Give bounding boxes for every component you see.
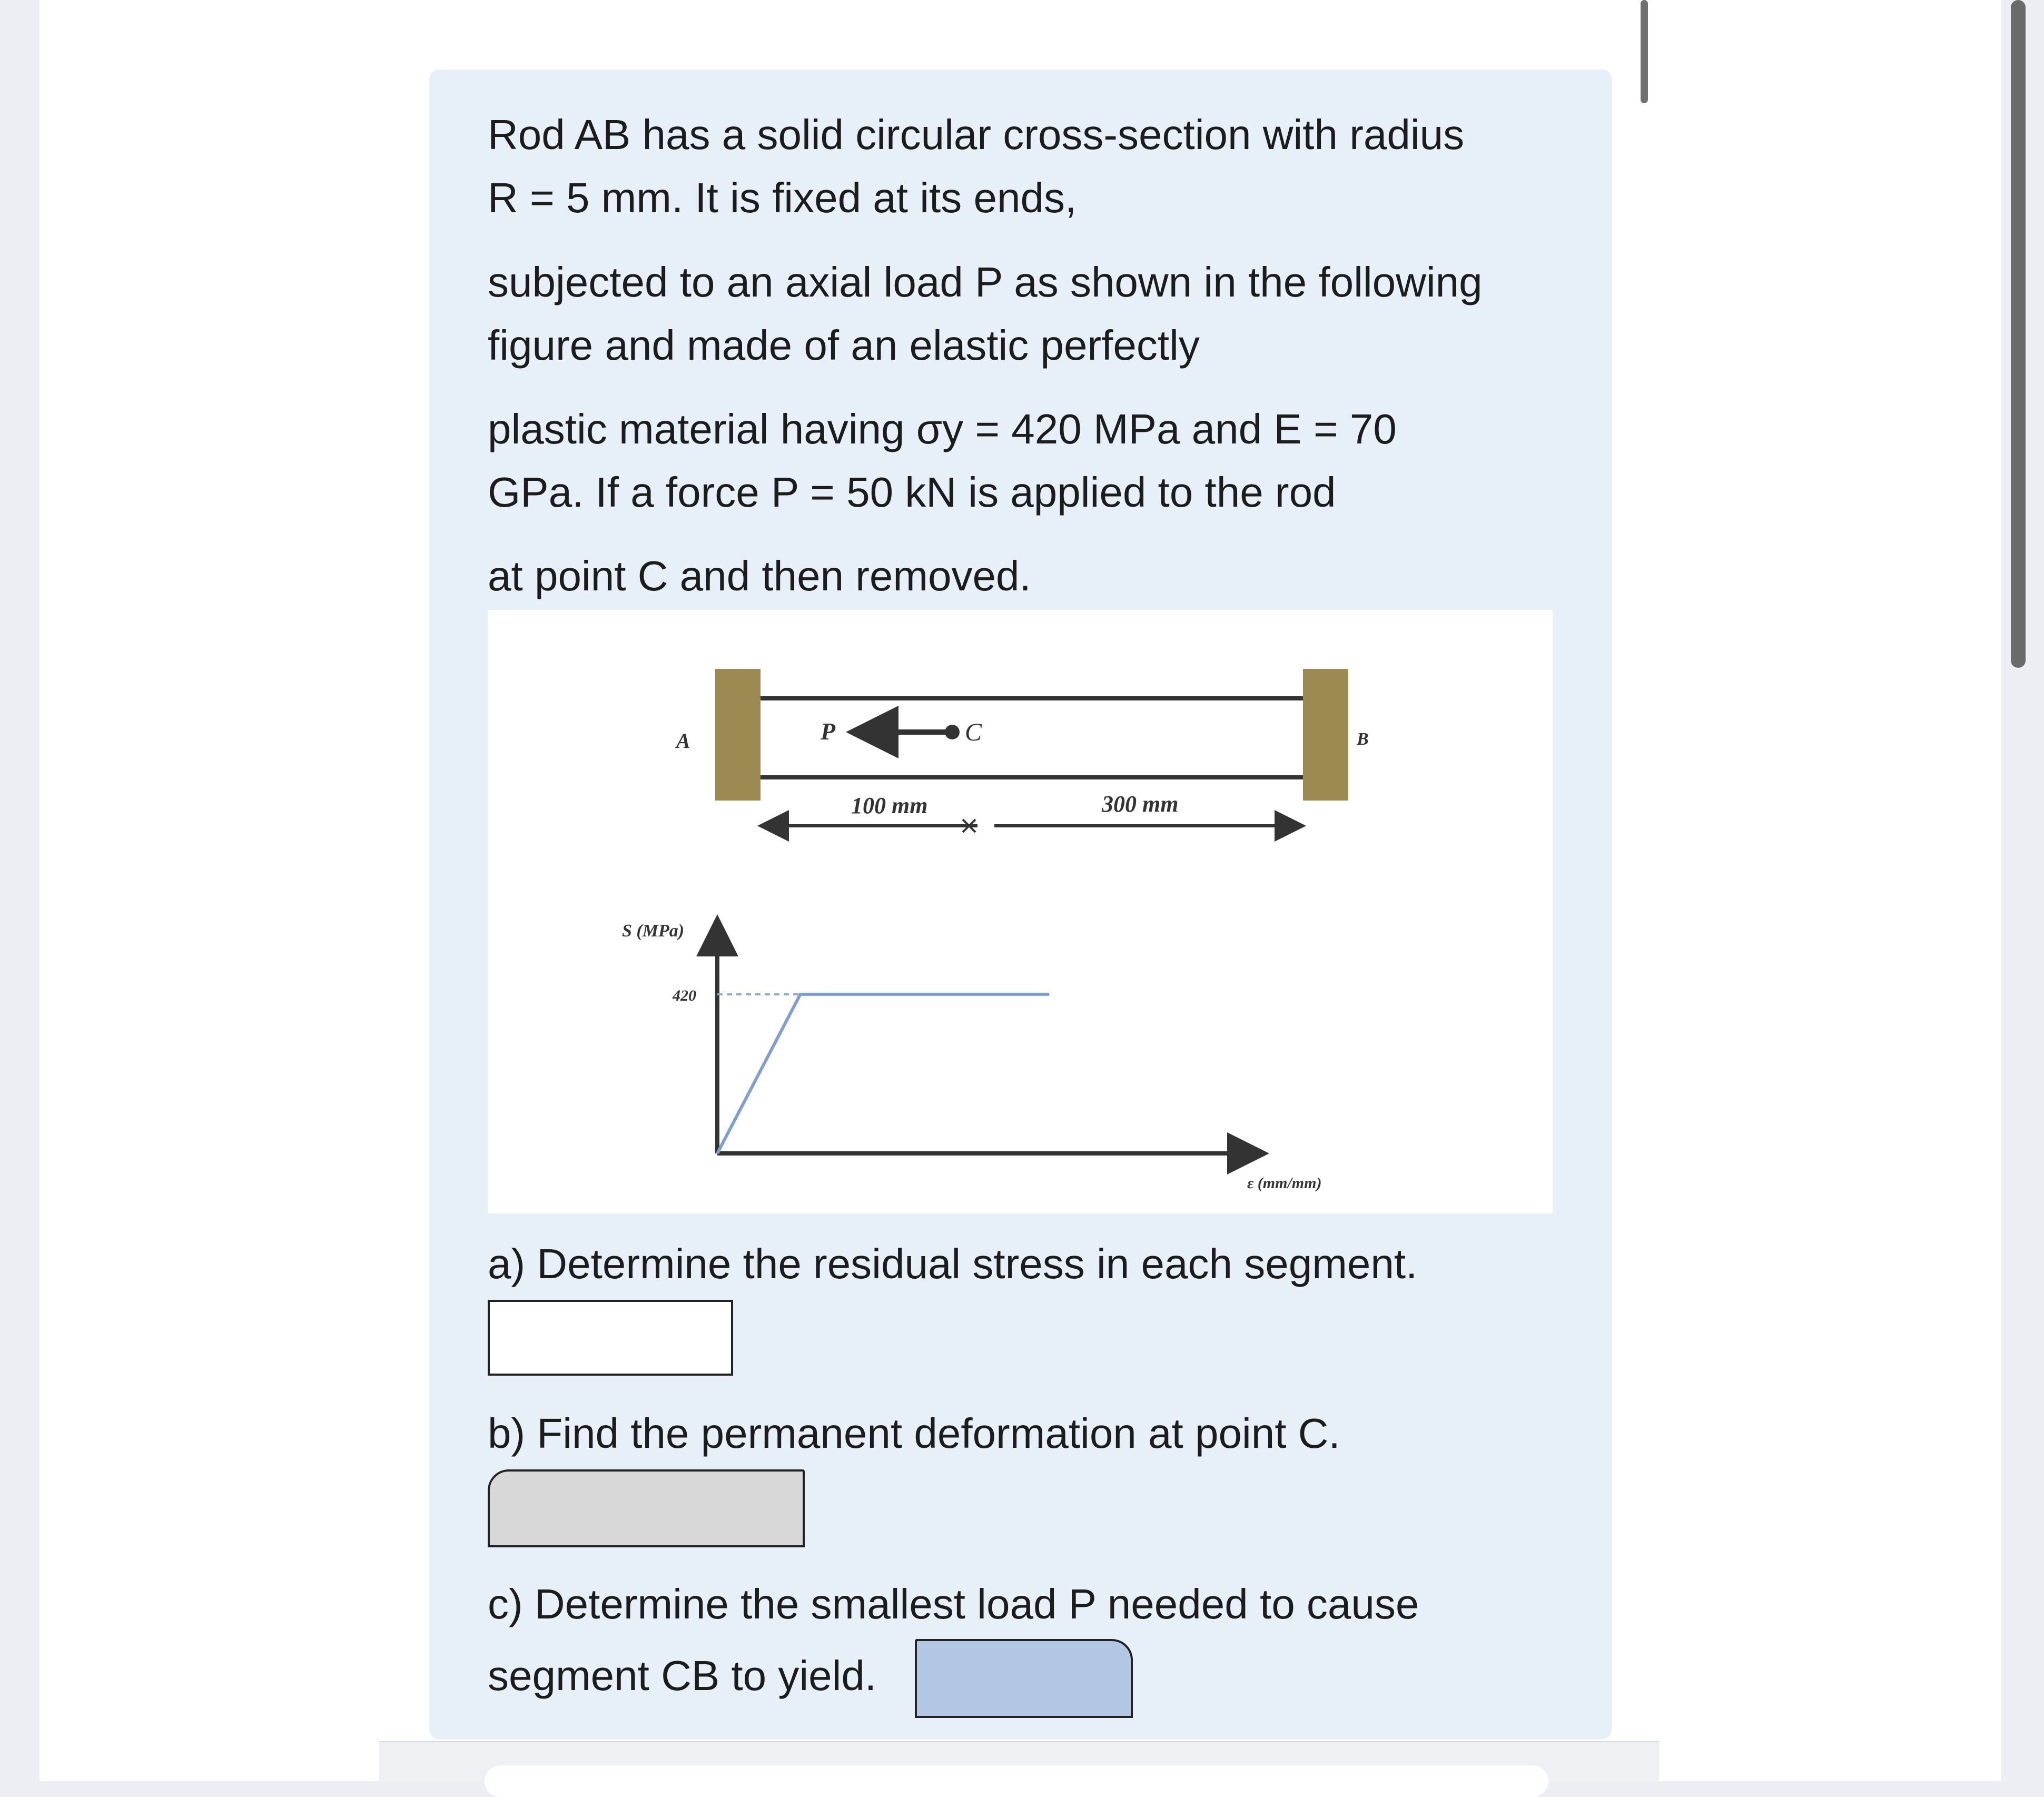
stress-strain-chart	[622, 919, 1321, 1192]
page-scrollbar[interactable]	[2011, 0, 2026, 668]
question-paragraph-1	[488, 103, 1464, 230]
question-text-line: at point C and then removed.	[488, 552, 1031, 599]
question-text-line: R = 5 mm. It is fixed at its ends,	[488, 174, 1077, 221]
dim-ac-label: 100 mm	[851, 793, 928, 818]
y-axis-label: S (MPa)	[622, 921, 685, 941]
stress-strain-curve	[717, 994, 1049, 1153]
figure-canvas	[488, 610, 1553, 1213]
part-b-text: b) Find the permanent deformation at point C.	[488, 1410, 1340, 1457]
question-text-line: Rod AB has a solid circular cross-section with radius	[488, 111, 1465, 158]
question-text-line: GPa. If a force P = 50 kN is applied to the rod	[488, 469, 1336, 516]
wall-a	[715, 669, 761, 801]
label-p: P	[821, 718, 836, 745]
label-b: B	[1357, 729, 1369, 749]
answer-input-c[interactable]	[915, 1639, 1133, 1718]
question-paragraph-3	[488, 398, 1397, 524]
part-c-line-1: c) Determine the smallest load P needed to cause	[488, 1581, 1419, 1627]
question-text-line: plastic material having σy = 420 MPa and E = 70	[488, 406, 1397, 452]
question-text-line: subjected to an axial load P as shown in the following	[488, 259, 1483, 305]
question-paragraph-2	[488, 251, 1483, 377]
x-axis-label: ε (mm/mm)	[1247, 1174, 1322, 1192]
point-c-dot	[945, 725, 960, 739]
bottom-panel	[485, 1765, 1548, 1797]
label-c: C	[965, 718, 982, 746]
answer-input-a[interactable]	[488, 1300, 733, 1376]
answer-input-b[interactable]	[488, 1469, 805, 1547]
problem-figure	[488, 610, 1553, 1213]
question-paragraph-4	[488, 545, 1031, 608]
question-text-line: figure and made of an elastic perfectly	[488, 322, 1200, 369]
part-a-text: a) Determine the residual stress in each segment.	[488, 1240, 1418, 1287]
y-tick-label: 420	[673, 986, 696, 1004]
label-a: A	[676, 729, 690, 753]
part-c-line-2: segment CB to yield.	[488, 1652, 877, 1699]
dim-cb-label: 300 mm	[1102, 791, 1179, 817]
inner-scrollbar[interactable]	[1641, 0, 1648, 103]
wall-b	[1303, 669, 1348, 801]
